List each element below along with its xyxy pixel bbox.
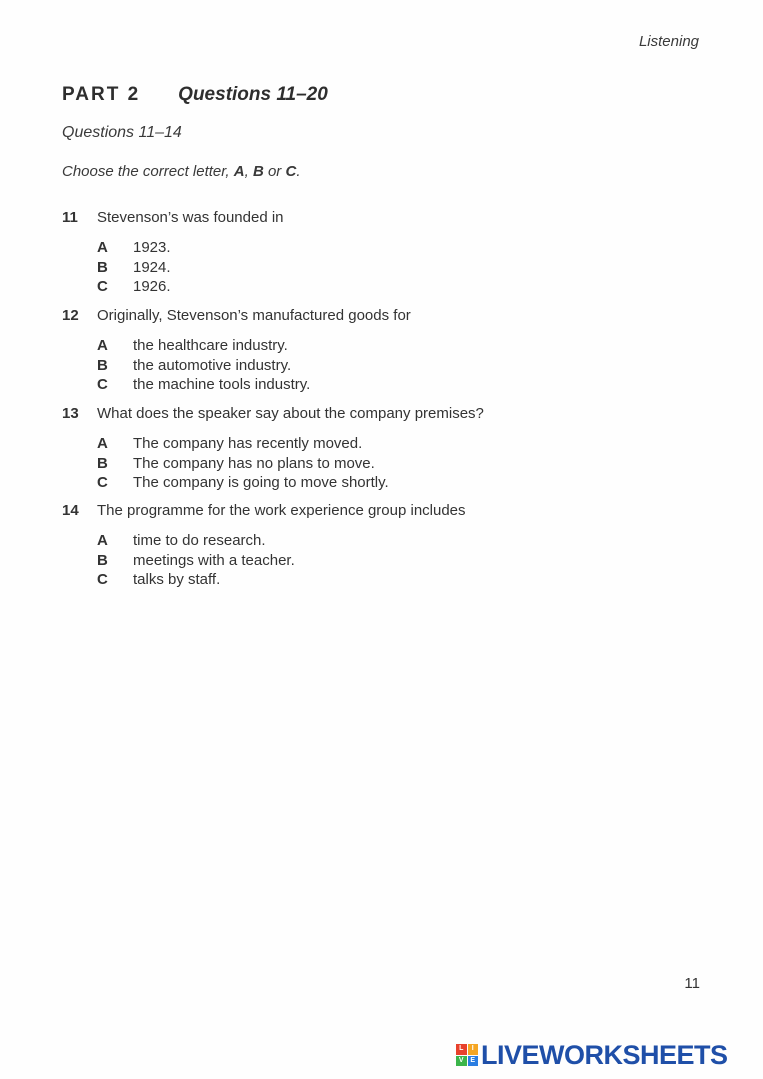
question-text: Stevenson’s was founded in — [97, 209, 284, 226]
question-number: 12 — [62, 307, 79, 324]
subsection-title: Questions 11–14 — [62, 124, 182, 141]
instruction — [62, 163, 301, 180]
option-text: 1926. — [133, 278, 171, 295]
option-c[interactable] — [97, 375, 662, 395]
question-number: 14 — [62, 502, 79, 519]
instruction-prefix: Choose the correct letter, — [62, 163, 230, 180]
part-label: PART 2 — [62, 84, 141, 105]
instruction-letter-a: A — [233, 163, 245, 180]
option-b[interactable] — [97, 356, 662, 376]
option-a[interactable] — [97, 238, 662, 258]
liveworksheets-logo-icon — [456, 1044, 478, 1066]
option-letter: B — [97, 356, 108, 374]
question-text: The programme for the work experience group includes — [97, 502, 466, 519]
question-stem — [62, 306, 662, 326]
instruction-letter-c: C — [285, 163, 297, 180]
watermark-text: LIVEWORKSHEETS — [481, 1039, 728, 1070]
option-a[interactable] — [97, 531, 662, 551]
option-list — [97, 336, 662, 395]
logo-tile-v: V — [456, 1056, 467, 1067]
option-text: meetings with a teacher. — [133, 551, 295, 569]
option-text: The company has no plans to move. — [133, 454, 375, 472]
logo-tile-l: L — [456, 1044, 467, 1055]
logo-tile-i: I — [468, 1044, 479, 1055]
option-a[interactable] — [97, 336, 662, 356]
question-13 — [62, 404, 662, 493]
part-heading — [62, 84, 328, 106]
option-letter: B — [97, 551, 108, 569]
question-number: 13 — [62, 405, 79, 422]
option-list — [97, 434, 662, 493]
option-text: the healthcare industry. — [133, 337, 288, 354]
option-letter: B — [97, 258, 108, 276]
question-11 — [62, 208, 662, 297]
option-text: 1923. — [133, 239, 171, 256]
option-text: the automotive industry. — [133, 356, 292, 374]
option-c[interactable] — [97, 277, 662, 297]
question-number: 11 — [62, 209, 78, 226]
option-b[interactable] — [97, 551, 662, 571]
instruction-sep-1: , — [244, 163, 249, 180]
question-text: Originally, Stevenson’s manufactured goods for — [97, 307, 411, 324]
page-number: 11 — [684, 975, 700, 992]
question-stem — [62, 208, 662, 228]
option-text: the machine tools industry. — [133, 376, 311, 393]
option-letter: B — [97, 454, 108, 472]
option-letter: C — [97, 474, 108, 491]
option-c[interactable] — [97, 473, 662, 493]
option-text: The company is going to move shortly. — [133, 474, 389, 491]
question-14 — [62, 501, 662, 590]
option-letter: A — [97, 435, 108, 452]
option-list — [97, 531, 662, 590]
option-letter: A — [97, 532, 108, 549]
question-stem — [62, 404, 662, 424]
option-letter: A — [97, 239, 108, 256]
option-letter: C — [97, 571, 108, 588]
instruction-sep-2: or — [263, 163, 286, 180]
option-text: talks by staff. — [133, 571, 221, 588]
option-list — [97, 238, 662, 297]
option-text: time to do research. — [133, 532, 266, 549]
part-range: Questions 11–20 — [178, 84, 328, 105]
question-stem — [62, 501, 662, 521]
section-tag: Listening — [638, 33, 699, 50]
option-c[interactable] — [97, 570, 662, 590]
option-letter: C — [97, 376, 108, 393]
option-text: The company has recently moved. — [133, 435, 363, 452]
option-letter: A — [97, 337, 108, 354]
question-12 — [62, 306, 662, 395]
option-text: 1924. — [133, 258, 171, 276]
logo-tile-e: E — [468, 1056, 479, 1067]
instruction-letter-b: B — [252, 163, 264, 180]
liveworksheets-watermark — [456, 1040, 728, 1070]
option-b[interactable] — [97, 258, 662, 278]
option-b[interactable] — [97, 454, 662, 474]
instruction-suffix: . — [296, 163, 301, 180]
option-letter: C — [97, 278, 108, 295]
option-a[interactable] — [97, 434, 662, 454]
question-text: What does the speaker say about the company premises? — [97, 405, 484, 422]
